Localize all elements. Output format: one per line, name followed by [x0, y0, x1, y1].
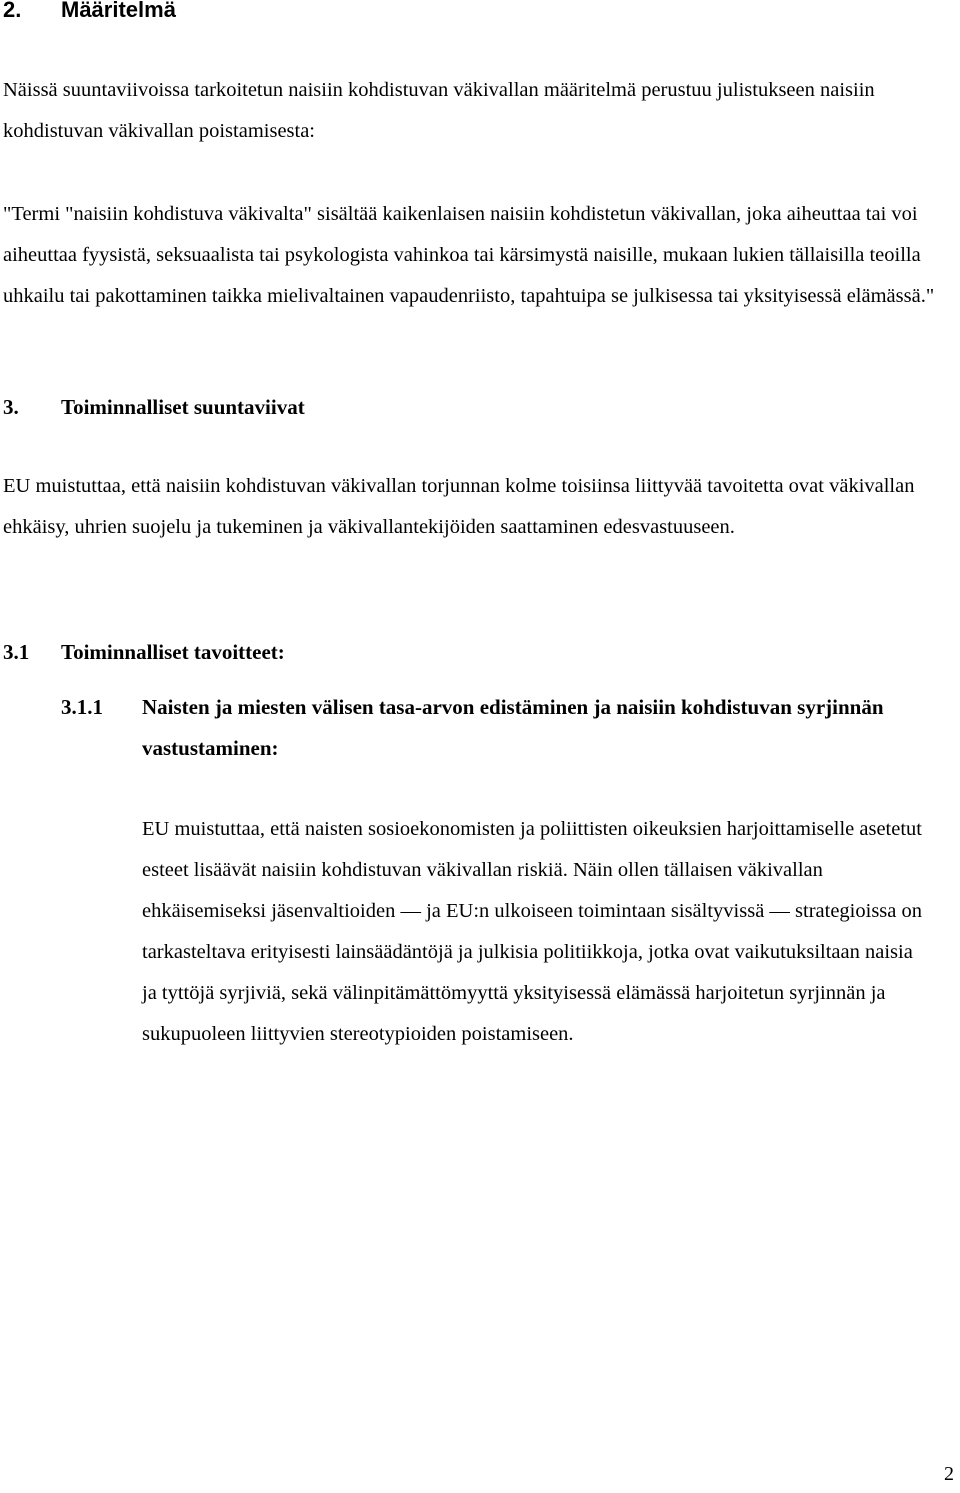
intro-paragraph: Näissä suuntaviivoissa tarkoitetun naisiin kohdistuvan väkivallan määritelmä perustuu julistukseen naisiin kohdistuvan väkivallan poistamisesta:	[3, 79, 875, 142]
section-title: Määritelmä	[61, 0, 176, 22]
section-title: Toiminnalliset suuntaviivat	[61, 395, 305, 419]
section-3-heading	[3, 387, 305, 427]
section-number: 2.	[3, 0, 22, 22]
section-2-heading	[3, 0, 176, 24]
page-number: 2	[944, 1463, 954, 1485]
definition-quote: "Termi "naisiin kohdistuva väkivalta" sisältää kaikenlaisen naisiin kohdistetun väkivallan, joka aiheuttaa tai voi aiheuttaa fyysistä, seksuaalista tai psykologista vahinkoa tai kärsimystä naisille, mukaan lukien tällaisilla teoilla uhkailu tai pakottaminen taikka mielivaltainen vapaudenriisto, tapahtuipa se julkisessa tai yksityisessä elämässä."	[3, 203, 935, 307]
section-number: 3.1	[3, 640, 30, 664]
section-3-1-heading	[3, 632, 285, 672]
section-title: Toiminnalliset tavoitteet:	[61, 640, 285, 664]
section-title: Naisten ja miesten välisen tasa-arvon edistäminen ja naisiin kohdistuvan syrjinnän vastustaminen:	[142, 695, 884, 760]
section-3-1-1-paragraph: EU muistuttaa, että naisten sosioekonomisten ja poliittisten oikeuksien harjoittamiselle asetetut esteet lisäävät naisiin kohdistuvan väkivallan riskiä. Näin ollen tällaisen väkivallan ehkäisemiseksi jäsenvaltioiden — ja EU:n ulkoiseen toimintaan sisältyvissä — strategioissa on tarkasteltava erityisesti lainsäädäntöjä ja julkisia politiikkoja, jotka ovat vaikutuksiltaan naisia ja tyttöjä syrjiviä, sekä välinpitämättömyyttä yksityisessä elämässä harjoitetun syrjinnän ja sukupuoleen liittyvien stereotypioiden poistamiseen.	[142, 818, 923, 1045]
section-number: 3.1.1	[61, 695, 103, 719]
section-3-paragraph: EU muistuttaa, että naisiin kohdistuvan väkivallan torjunnan kolme toisiinsa liittyvää tavoitetta ovat väkivallan ehkäisy, uhrien suojelu ja tukeminen ja väkivallantekijöiden saattaminen edesvastuuseen.	[3, 475, 915, 538]
section-number: 3.	[3, 395, 19, 419]
section-3-1-1-heading	[61, 687, 901, 769]
